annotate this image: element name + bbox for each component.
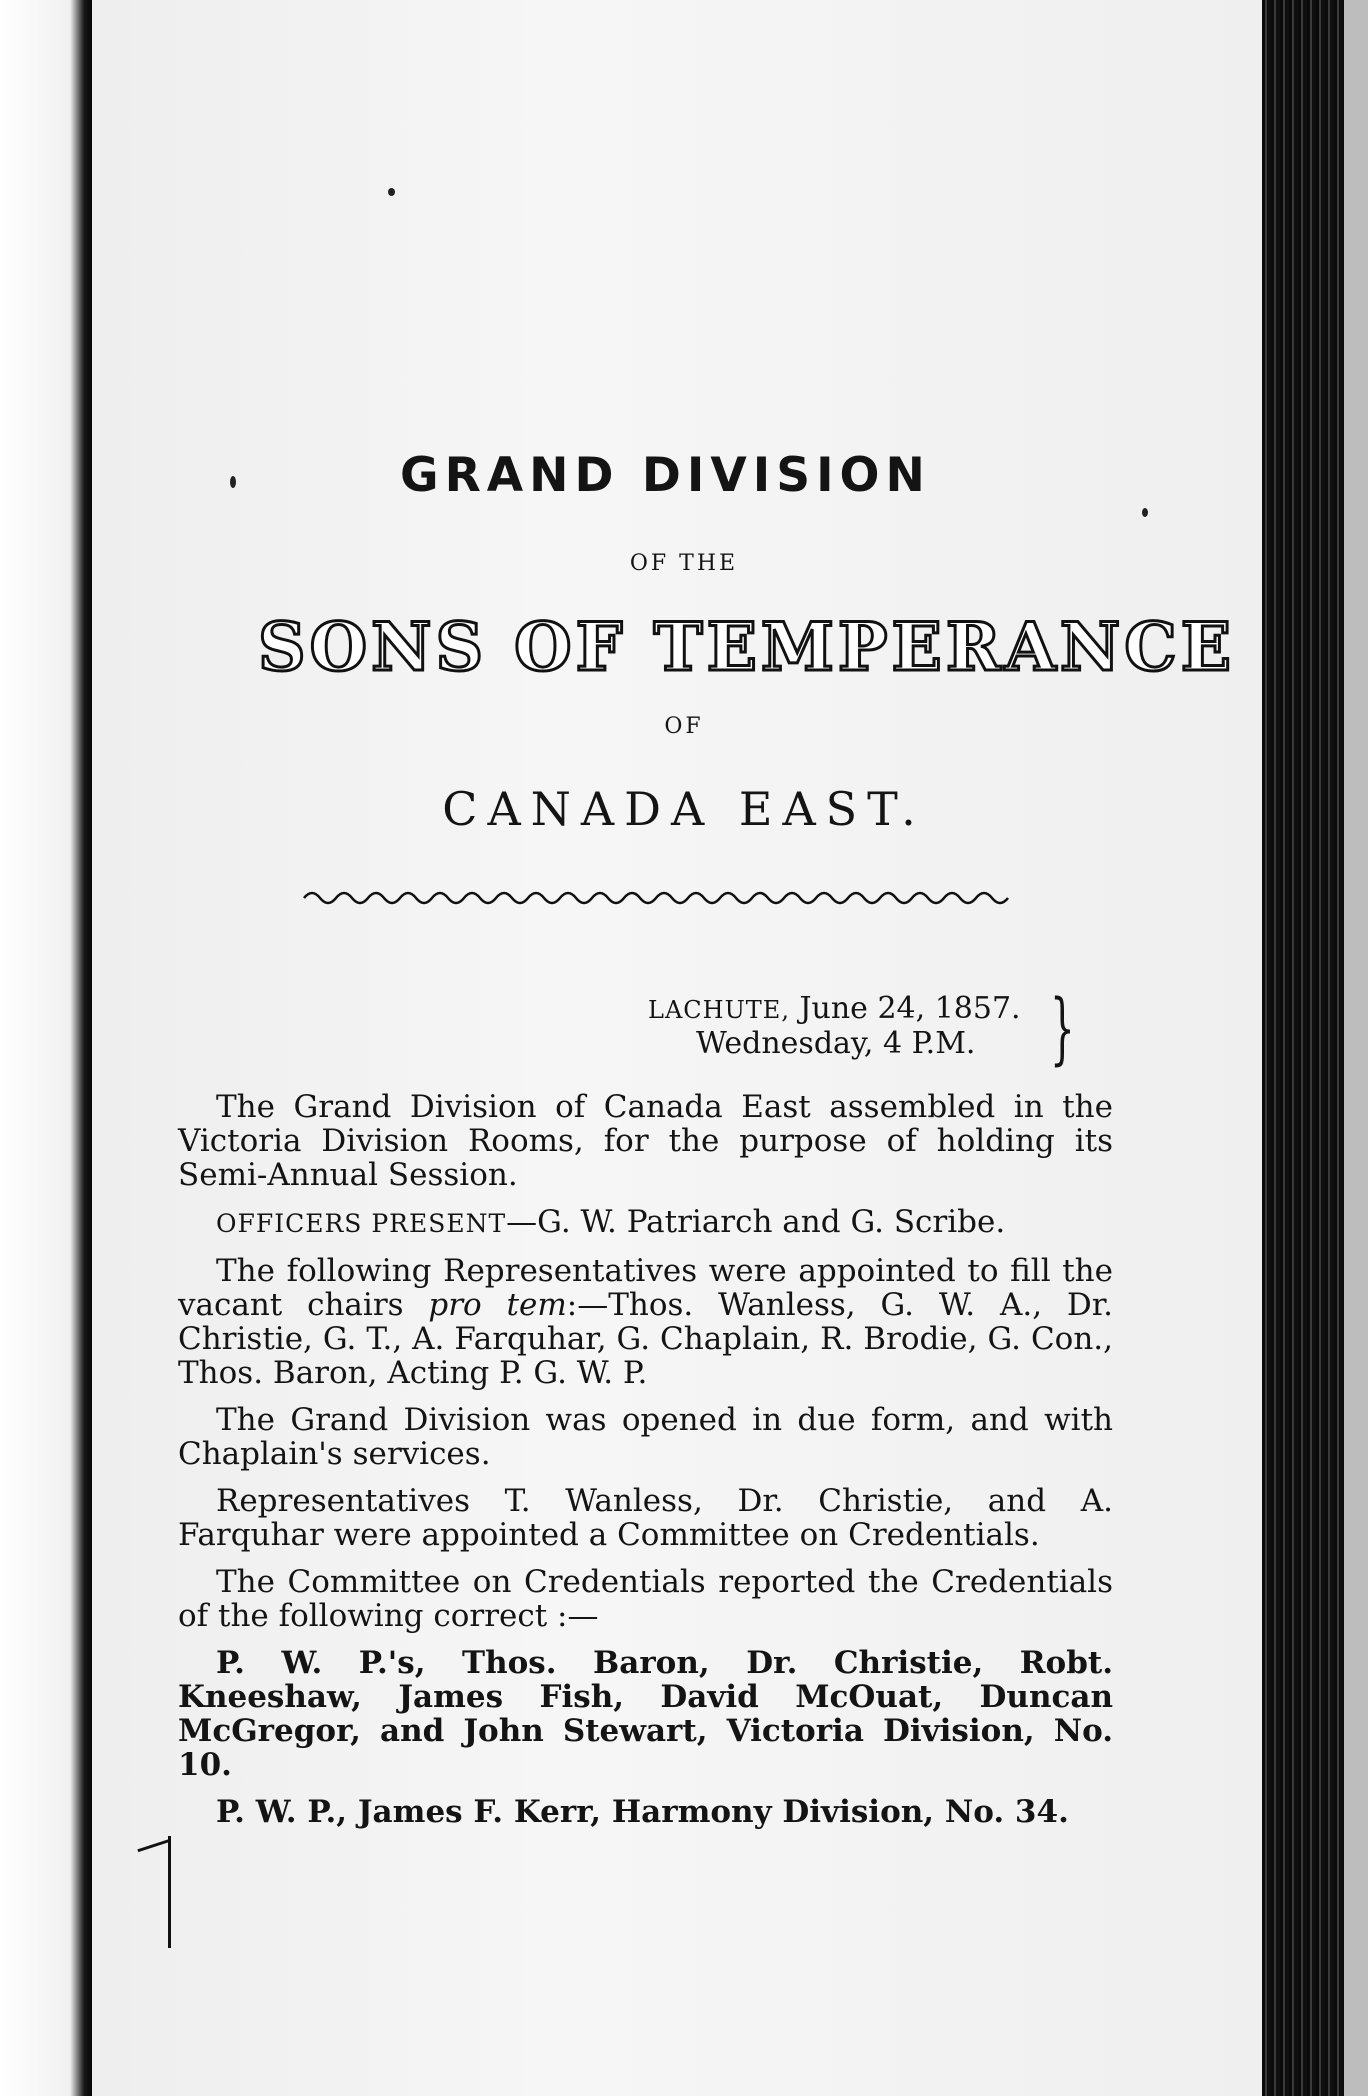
brace-mark: }	[1050, 984, 1075, 1074]
dateline	[648, 992, 1021, 1061]
ink-speck	[1142, 508, 1148, 517]
representatives-list: :—Thos. Wanless, G. W. A., Dr. Christie, G. T., A. Farquhar, G. Chaplain, R. Brodie, G. Con., Thos. Baron, Acting P. G. W. P.	[178, 1287, 1113, 1391]
title-canada-east: CANADA EAST.	[442, 782, 926, 836]
paragraph-officers	[178, 1205, 1113, 1241]
paragraph-committee: Representatives T. Wanless, Dr. Christie, and A. Farquhar were appointed a Committee on Credentials.	[178, 1483, 1113, 1553]
title-of: OF	[664, 714, 704, 739]
margin-bracket-mark	[168, 1836, 183, 1948]
paragraph-opened: The Grand Division was opened in due form, and with Chaplain's services.	[178, 1402, 1113, 1472]
dateline-date: June 24, 1857.	[789, 991, 1021, 1026]
ink-speck	[388, 188, 395, 196]
officers-text: —G. W. Patriarch and G. Scribe.	[506, 1204, 1006, 1240]
officers-label: OFFICERS PRESENT	[216, 1209, 507, 1238]
pro-tem-italic: pro tem	[428, 1287, 567, 1323]
book-spine-edge	[1262, 0, 1368, 2096]
ink-speck	[230, 476, 236, 488]
paragraph-assembly: The Grand Division of Canada East assembled in the Victoria Division Rooms, for the purpose of holding its Semi-Annual Session.	[178, 1089, 1113, 1193]
representatives-intro: The following Representatives were appointed to fill the vacant chairs	[178, 1253, 1113, 1323]
title-of-the: OF THE	[629, 551, 739, 576]
paragraph-representatives	[178, 1254, 1113, 1390]
title-grand-division: GRAND DIVISION	[400, 448, 931, 503]
dateline-time: Wednesday, 4 P.M.	[696, 1026, 976, 1061]
title-sons-of-temperance: SONS OF TEMPERANCE	[258, 608, 1236, 686]
paragraph-credentials-report: The Committee on Credentials reported the Credentials of the following correct :—	[178, 1564, 1113, 1634]
minutes-body	[178, 1090, 1113, 1842]
ornamental-rule	[300, 884, 1020, 908]
left-page-margin	[0, 0, 92, 2096]
paragraph-harmony-division: P. W. P., James F. Kerr, Harmony Division, No. 34.	[216, 1794, 1069, 1830]
dateline-place: LACHUTE,	[648, 996, 790, 1024]
paragraph-victoria-division: P. W. P.'s, Thos. Baron, Dr. Christie, Robt. Kneeshaw, James Fish, David McOuat, Duncan McGregor, and John Stewart, Victoria Division, No. 10.	[178, 1645, 1113, 1783]
